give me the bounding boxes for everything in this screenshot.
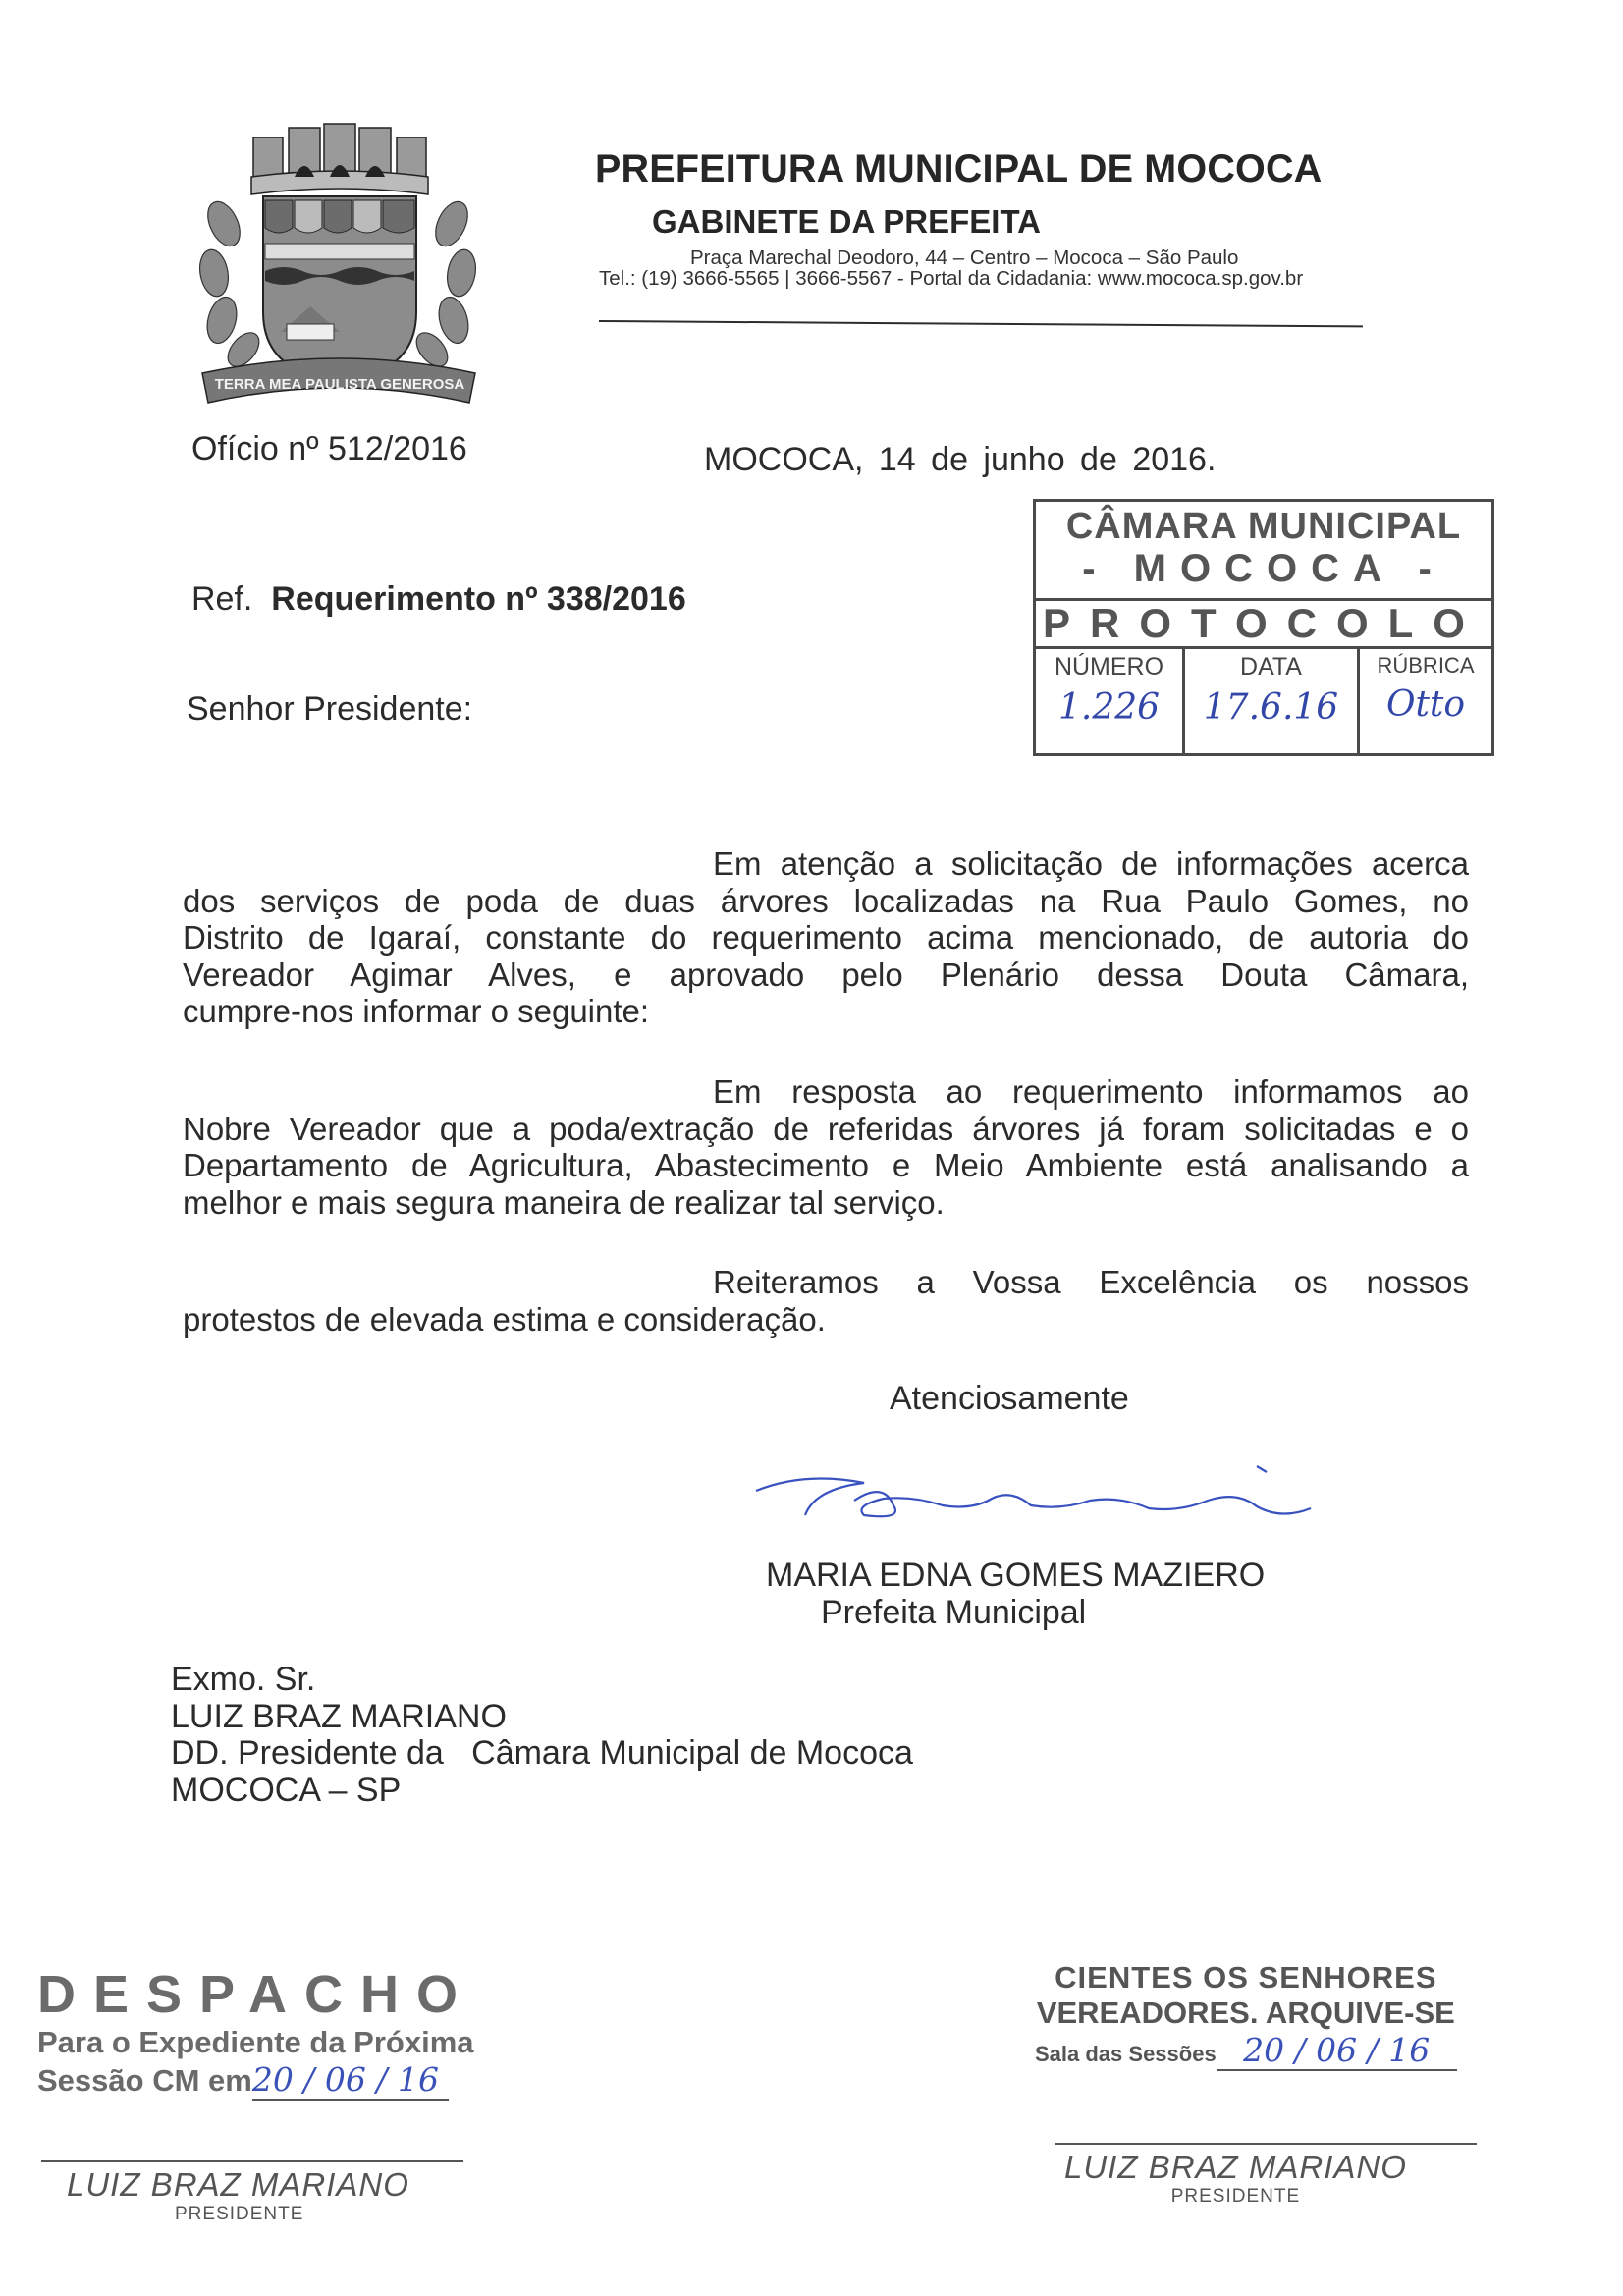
stamp-number-label: NÚMERO [1054, 653, 1164, 681]
signer-name: MARIA EDNA GOMES MAZIERO [766, 1557, 1266, 1594]
archive-session-label: Sala das Sessões [1035, 2042, 1217, 2066]
paragraph-line: melhor e mais segura maneira de realizar tal serviço. [183, 1183, 945, 1221]
header-contact: Tel.: (19) 3666-5565 | 3666-5567 - Portal da Cidadania: www.mococa.sp.gov.br [599, 267, 1304, 290]
handwritten-signature [746, 1461, 1335, 1540]
archive-date: 20 / 06 / 16 [1217, 2031, 1457, 2071]
archive-signature-line [1055, 2143, 1477, 2145]
archive-line-1: CIENTES OS SENHORES [1055, 1960, 1437, 1995]
paragraph-line: Em resposta ao requerimento informamos ao [713, 1073, 1469, 1110]
closing: Atenciosamente [890, 1380, 1129, 1417]
despacho-title: DESPACHO [37, 1965, 476, 2024]
addressee-line: DD. Presidente da Câmara Municipal de Mococa [171, 1734, 913, 1772]
header-divider [599, 320, 1363, 327]
paragraph-2 [183, 1073, 1469, 1221]
paragraph-line: Vereador Agimar Alves, e aprovado pelo Plenário dessa Douta Câmara, [183, 956, 1469, 993]
stamp-line-2: - MOCOCA - [1082, 547, 1445, 590]
paragraph-line: protestos de elevada estima e consideração. [183, 1300, 826, 1338]
archive-line-3 [1035, 2031, 1457, 2071]
paragraph-3 [183, 1264, 1469, 1338]
stamp-rubric-label: RÚBRICA [1377, 653, 1475, 678]
despacho-president-name: LUIZ BRAZ MARIANO [67, 2166, 409, 2203]
despacho-signature-line [41, 2160, 463, 2162]
archive-stamp [1035, 1960, 1457, 2207]
stamp-date-value: 17.6.16 [1203, 687, 1339, 728]
stamp-number-value: 1.226 [1057, 687, 1161, 728]
paragraph-line: cumpre-nos informar o seguinte: [183, 993, 650, 1029]
coat-of-arms-logo [192, 116, 483, 412]
stamp-line-3: PROTOCOLO [1036, 598, 1491, 649]
archive-line-2: VEREADORES. ARQUIVE-SE [1036, 1995, 1455, 2030]
reference-label: Ref. [191, 580, 253, 618]
logo-motto: TERRA MEA PAULISTA GENEROSA [214, 376, 465, 393]
reference-value: Requerimento nº 338/2016 [271, 580, 686, 618]
place-date: MOCOCA, 14 de junho de 2016. [704, 441, 1217, 478]
page-subtitle: GABINETE DA PREFEITA [652, 203, 1042, 240]
stamp-number-cell [1036, 649, 1185, 753]
despacho-date: 20 / 06 / 16 [252, 2060, 449, 2101]
reference [191, 580, 686, 619]
addressee-line: MOCOCA – SP [171, 1771, 402, 1809]
salutation: Senhor Presidente: [187, 690, 473, 728]
paragraph-line: Reiteramos a Vossa Excelência os nossos [713, 1264, 1469, 1300]
stamp-rubric-cell [1360, 649, 1491, 753]
addressee-block [171, 1662, 913, 1809]
archive-president-name: LUIZ BRAZ MARIANO [1064, 2149, 1407, 2185]
paragraph-line: Nobre Vereador que a poda/extração de referidas árvores já foram solicitadas e o [183, 1110, 1469, 1147]
paragraph-line: dos serviços de poda de duas árvores localizadas na Rua Paulo Gomes, no [183, 882, 1469, 919]
despacho-session-label: Sessão CM em [37, 2063, 252, 2098]
paragraph-line: Distrito de Igaraí, constante do requerimento acima mencionado, de autoria do [183, 919, 1469, 956]
addressee-line: Exmo. Sr. [171, 1661, 316, 1698]
signer-role: Prefeita Municipal [821, 1594, 1087, 1631]
despacho-stamp [37, 1964, 476, 2224]
stamp-date-label: DATA [1240, 653, 1302, 681]
paragraph-line: Em atenção a solicitação de informações acerca [713, 846, 1469, 882]
stamp-line-1: CÂMARA MUNICIPAL [1065, 506, 1462, 547]
protocol-stamp [1033, 499, 1494, 756]
despacho-president-role: PRESIDENTE [175, 2204, 304, 2224]
addressee-line: LUIZ BRAZ MARIANO [171, 1697, 507, 1735]
archive-president-role: PRESIDENTE [1170, 2186, 1301, 2207]
stamp-rubric-value: Otto [1385, 684, 1466, 725]
oficio-number: Ofício nº 512/2016 [191, 430, 467, 467]
paragraph-1 [183, 846, 1469, 1030]
despacho-line-1: Para o Expediente da Próxima [37, 2025, 474, 2059]
paragraph-line: Departamento de Agricultura, Abastecimento e Meio Ambiente está analisando a [183, 1147, 1469, 1183]
page-title: PREFEITURA MUNICIPAL DE MOCOCA [595, 147, 1323, 191]
despacho-line-2 [37, 2060, 475, 2101]
stamp-date-cell [1185, 649, 1360, 753]
header-address: Praça Marechal Deodoro, 44 – Centro – Mococa – São Paulo [690, 246, 1239, 269]
